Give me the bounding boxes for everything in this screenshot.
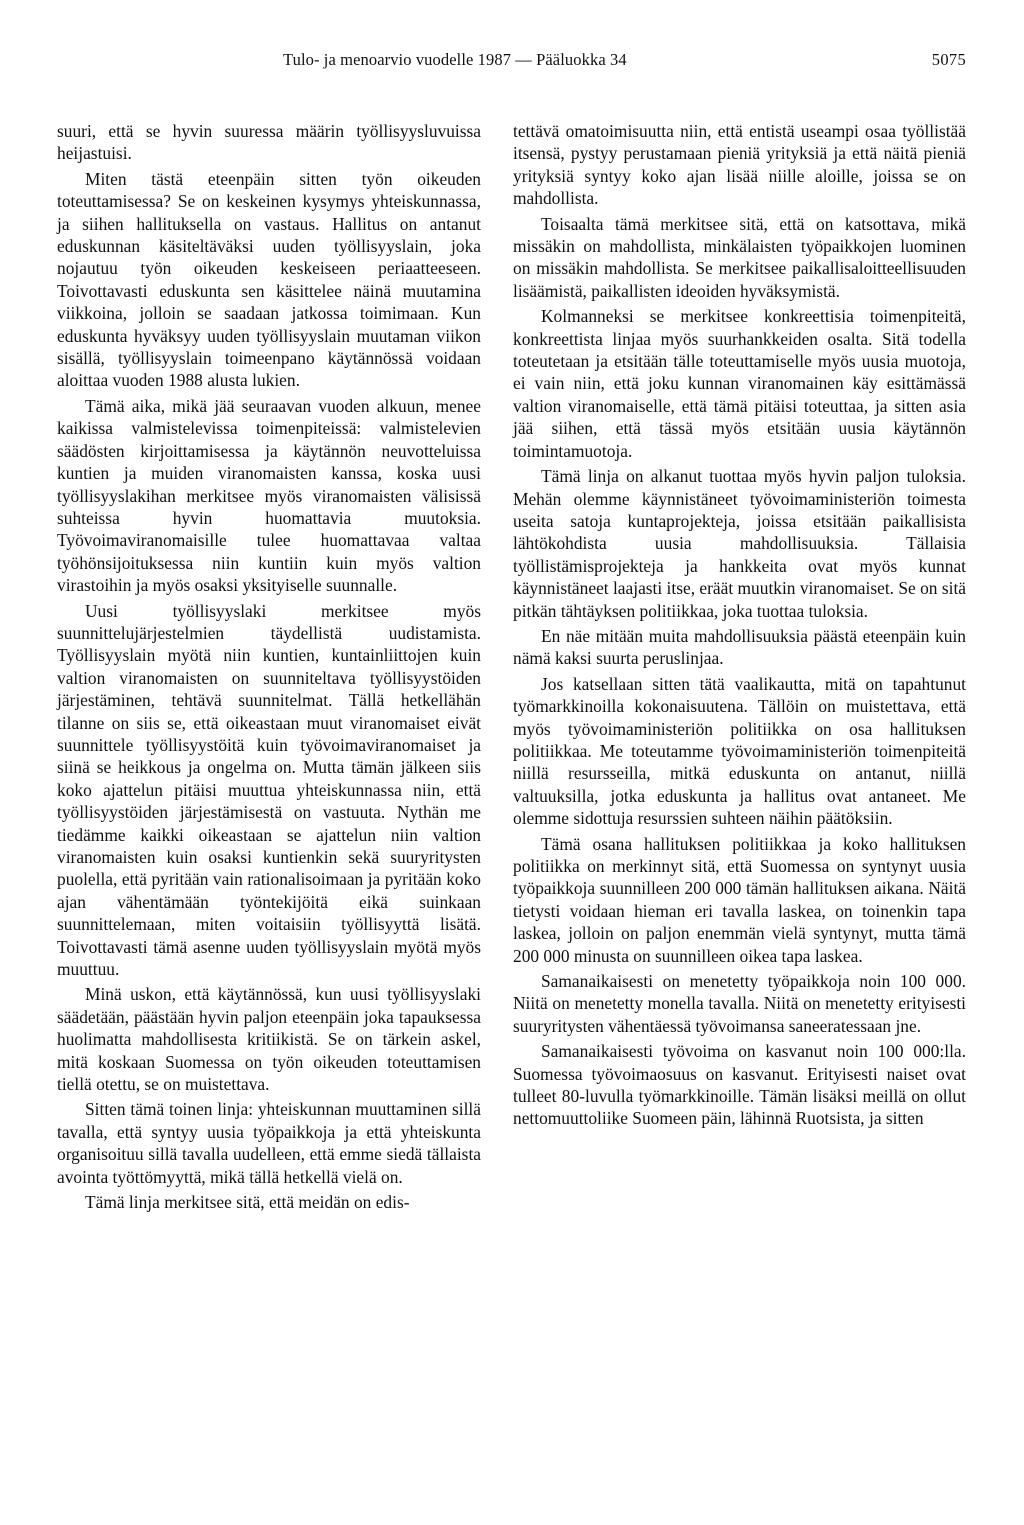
paragraph: Uusi työllisyyslaki merkitsee myös suunnittelujärjestelmien täydellistä uudistamista. Työllisyyslain myötä niin kuntien, kuntainliittojen kuin valtion viranomaisten on suunniteltava työllisyystöiden järjestäminen, tehtävä suunnitelmat. Tällä hetkellähän tilanne on siis se, että oikeastaan muut viranomaiset eivät suunnittele työllisyystöitä kuin työvoimaviranomaiset ja siinä se heikkous ja ongelma on. Mutta tämän jälkeen siis koko ajattelun pitäisi muuttua yhteiskunnassa niin, että työllisyystöiden järjestämisestä on vastuuta. Nythän me tiedämme kaikki oikeastaan se ajattelun niin valtion viranomaisten kuin osaksi kuntienkin sekä suuryritysten puolella, että pyritään vain rationalisoimaan ja pyritään koko ajan vähentämään työntekijöitä eikä suinkaan suunnittelemaan, miten voitaisiin työllisyyttä lisätä. Toivottavasti tämä asenne uuden työllisyyslain myötä myös muuttuu. [57,600,481,980]
left-column [57,120,481,1217]
paragraph: Miten tästä eteenpäin sitten työn oikeuden toteuttamisessa? Se on keskeinen kysymys yhteiskunnassa, ja siihen hallituksella on vastaus. Hallitus on antanut eduskunnan käsiteltäväksi uuden työllisyyslain, joka nojautuu työn oikeuden keskeiseen periaatteeseen. Toivottavasti eduskunta sen käsittelee näinä muutamina viikkoina, jolloin se saadaan jatkossa toimimaan. Kun eduskunta hyväksyy uuden työllisyyslain muutaman viikon sisällä, työllisyyslain toimeenpano käytännössä voidaan aloittaa vuoden 1988 alusta lukien. [57,168,481,391]
running-title: Tulo- ja menoarvio vuodelle 1987 — Pääluokka 34 [283,50,627,69]
page-header [0,50,1024,80]
page-number: 5075 [931,50,966,69]
right-column [513,120,966,1133]
paragraph: Jos katsellaan sitten tätä vaalikautta, mitä on tapahtunut työmarkkinoilla kokonaisuutena. Tällöin on muistettava, että myös työvoimaministeriön politiikka on osa hallituksen politiikkaa. Me toteutamme työvoimaministeriön toimenpiteitä niillä resursseilla, mitkä eduskunta on antanut, niillä valtuuksilla, jotka eduskunta ja hallitus ovat antaneet. Me olemme sidottuja resurssien suhteen näihin päätöksiin. [513,673,966,829]
paragraph: Minä uskon, että käytännössä, kun uusi työllisyyslaki säädetään, päästään hyvin paljon eteenpäin joka tapauksessa huolimatta mahdollisesta kritiikistä. Se on tärkein askel, mitä koskaan Suomessa on työn oikeuden toteuttamisen tiellä otettu, se on muistettava. [57,984,481,1095]
paragraph: Sitten tämä toinen linja: yhteiskunnan muuttaminen sillä tavalla, että syntyy uusia työpaikkoja ja että yhteiskunta organisoituu sillä tavalla uudelleen, että emme siedä tällaista avointa työttömyyttä, mikä tällä hetkellä vielä on. [57,1099,481,1187]
paragraph: Tämä linja merkitsee sitä, että meidän on edis- [85,1192,410,1213]
paragraph: Samanaikaisesti on menetetty työpaikkoja noin 100 000. Niitä on menetetty monella tavalla. Niitä on menetetty erityisesti suuryritysten vähentäessä työvoimansa saneeratessaan jne. [513,971,966,1036]
paragraph: En näe mitään muita mahdollisuuksia päästä eteenpäin kuin nämä kaksi suurta peruslinjaa. [513,625,966,669]
paragraph: tettävä omatoimisuutta niin, että entistä useampi osaa työllistää itsensä, pystyy perustamaan pieniä yrityksiä ja että näitä pieniä yrityksiä syntyy koko ajan lisää niille aloille, joissa se on mahdollista. [513,121,966,209]
paragraph: Kolmanneksi se merkitsee konkreettisia toimenpiteitä, konkreettista linjaa myös suurhankkeiden osalta. Sitä todella toteutetaan ja etsitään tälle toteuttamiselle myös uusia muotoja, ei vain niin, että joku kunnan viranomainen käy esittämässä valtion viranomaiselle, että tämä pitäisi toteuttaa, ja sitten asia jää siihen, että tässä myös etsitään uusia käytännön toimintamuotoja. [513,306,966,461]
paragraph: Tämä osana hallituksen politiikkaa ja koko hallituksen politiikka on merkinnyt sitä, että Suomessa on syntynyt uusia työpaikkoja suunnilleen 200 000 tämän hallituksen aikana. Näitä tietysti voidaan hieman eri tavalla laskea, on toinenkin tapa laskea, jolloin on paljon enemmän vielä syntynyt, mutta tämä 200 000 minusta on suunnilleen oikea tapa laskea. [513,833,966,966]
paragraph: Toisaalta tämä merkitsee sitä, että on katsottava, mikä missäkin on mahdollista, minkälaisten työpaikkojen luominen on missäkin mahdollista. Se merkitsee paikallisaloitteellisuuden lisäämistä, paikallisten ideoiden hyväksymistä. [513,213,966,301]
paragraph: Tämä linja on alkanut tuottaa myös hyvin paljon tuloksia. Mehän olemme käynnistäneet työvoimaministeriön toimesta useita satoja kuntaprojekteja, joissa etsitään paikallisista lähtökohdista uusia mahdollisuuksia. Tällaisia työllistämisprojekteja ja hankkeita ovat myös kunnat käynnistäneet laajasti itse, eräät muutkin viranomaiset. Se on sitä pitkän tähtäyksen politiikkaa, joka tuottaa tuloksia. [513,466,966,621]
paragraph: suuri, että se hyvin suuressa määrin työllisyysluvuissa heijastuisi. [57,121,481,164]
paragraph: Tämä aika, mikä jää seuraavan vuoden alkuun, menee kaikissa valmistelevissa toimenpiteissä: valmistelevien säädösten kirjoittamisessa ja käytännön neuvotteluissa kuntien ja muiden viranomaisten kanssa, koska uusi työllisyyslakihan merkitsee myös viranomaisten välisissä suhteissa hyvin huomattavia muutoksia. Työvoimaviranomaisille tulee huomattavaa valtaa työhönsijoituksessa niin kuntiin kuin myös valtion virastoihin ja myös osaksi yksityiselle suunnalle. [57,395,481,596]
paragraph: Samanaikaisesti työvoima on kasvanut noin 100 000:lla. Suomessa työvoimaosuus on kasvanut. Erityisesti naiset ovat tulleet 80-luvulla työmarkkinoille. Tämän lisäksi meillä on ollut nettomuuttoliike Suomeen päin, lähinnä Ruotsista, ja sitten [513,1041,966,1129]
